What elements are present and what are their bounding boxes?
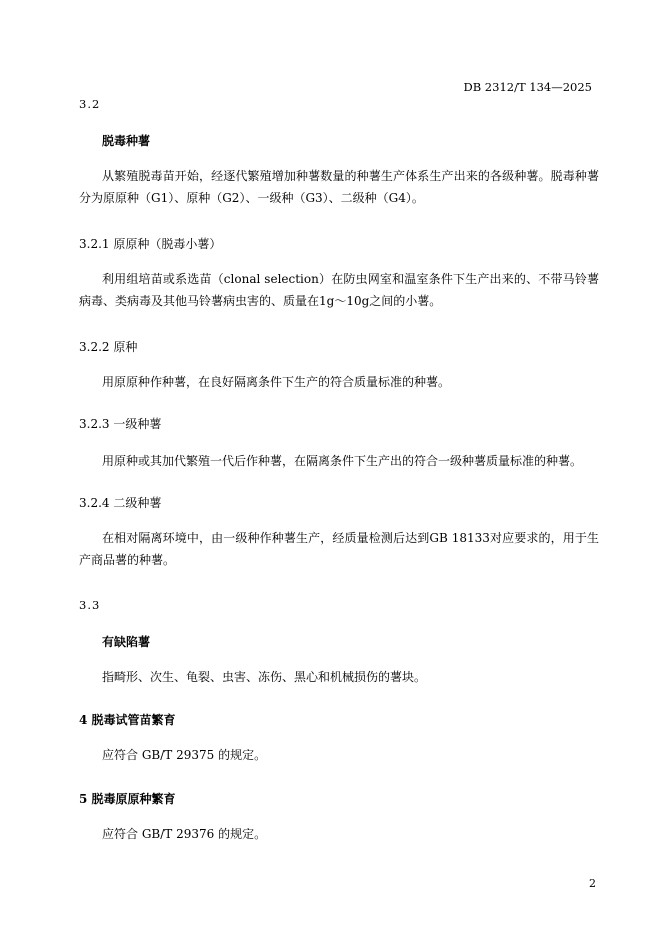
heading-3-2-3: 3.2.3 一级种薯: [79, 417, 162, 431]
definition-3-2-4-text: 在相对隔离环境中，由一级种作种薯生产，经质量检测后达到GB 18133对应要求的，用于生产商品薯的种薯。: [79, 531, 599, 567]
term-3-2: 脱毒种薯: [102, 134, 151, 148]
term-3-3: 有缺陷薯: [102, 635, 151, 649]
definition-3-2-2-text: 用原原种作种薯，在良好隔离条件下生产的符合质量标准的种薯。: [102, 375, 451, 389]
clause-number-3-2: 3.2: [79, 97, 101, 111]
definition-3-3-text: 指畸形、次生、龟裂、虫害、冻伤、黑心和机械损伤的薯块。: [102, 670, 427, 684]
chapter-5-heading: 5 脱毒原原种繁育: [79, 792, 176, 806]
definition-3-2-text: 从繁殖脱毒苗开始，经逐代繁殖增加种薯数量的种薯生产体系生产出来的各级种薯。脱毒种薯分为原原种（G1）、原种（G2）、一级种（G3）、二级种（G4）。: [79, 169, 599, 205]
definition-3-2: [79, 165, 599, 209]
chapter-4-heading: 4 脱毒试管苗繁育: [79, 713, 176, 727]
chapter-5-text: [79, 823, 599, 845]
definition-3-2-3: [79, 450, 599, 472]
heading-3-2-2: 3.2.2 原种: [79, 340, 138, 354]
chapter-5-text-content: 应符合 GB/T 29376 的规定。: [102, 827, 267, 841]
definition-3-3: [79, 666, 599, 688]
document-code: DB 2312/T 134—2025: [463, 80, 592, 94]
definition-3-2-1: [79, 268, 599, 312]
clause-number-3-3: 3.3: [79, 598, 101, 612]
definition-3-2-1-text: 利用组培苗或系选苗（clonal selection）在防虫网室和温室条件下生产出来的、不带马铃薯病毒、类病毒及其他马铃薯病虫害的、质量在1g～10g之间的小薯。: [79, 272, 599, 308]
definition-3-2-2: [79, 371, 599, 393]
definition-3-2-3-text: 用原种或其加代繁殖一代后作种薯，在隔离条件下生产出的符合一级种薯质量标准的种薯。: [102, 454, 583, 468]
definition-3-2-4: [79, 527, 599, 571]
chapter-4-text: [79, 744, 599, 766]
heading-3-2-4: 3.2.4 二级种薯: [79, 496, 162, 510]
page-number: 2: [589, 877, 596, 890]
heading-3-2-1: 3.2.1 原原种（脱毒小薯）: [79, 237, 222, 251]
chapter-4-text-content: 应符合 GB/T 29375 的规定。: [102, 748, 267, 762]
